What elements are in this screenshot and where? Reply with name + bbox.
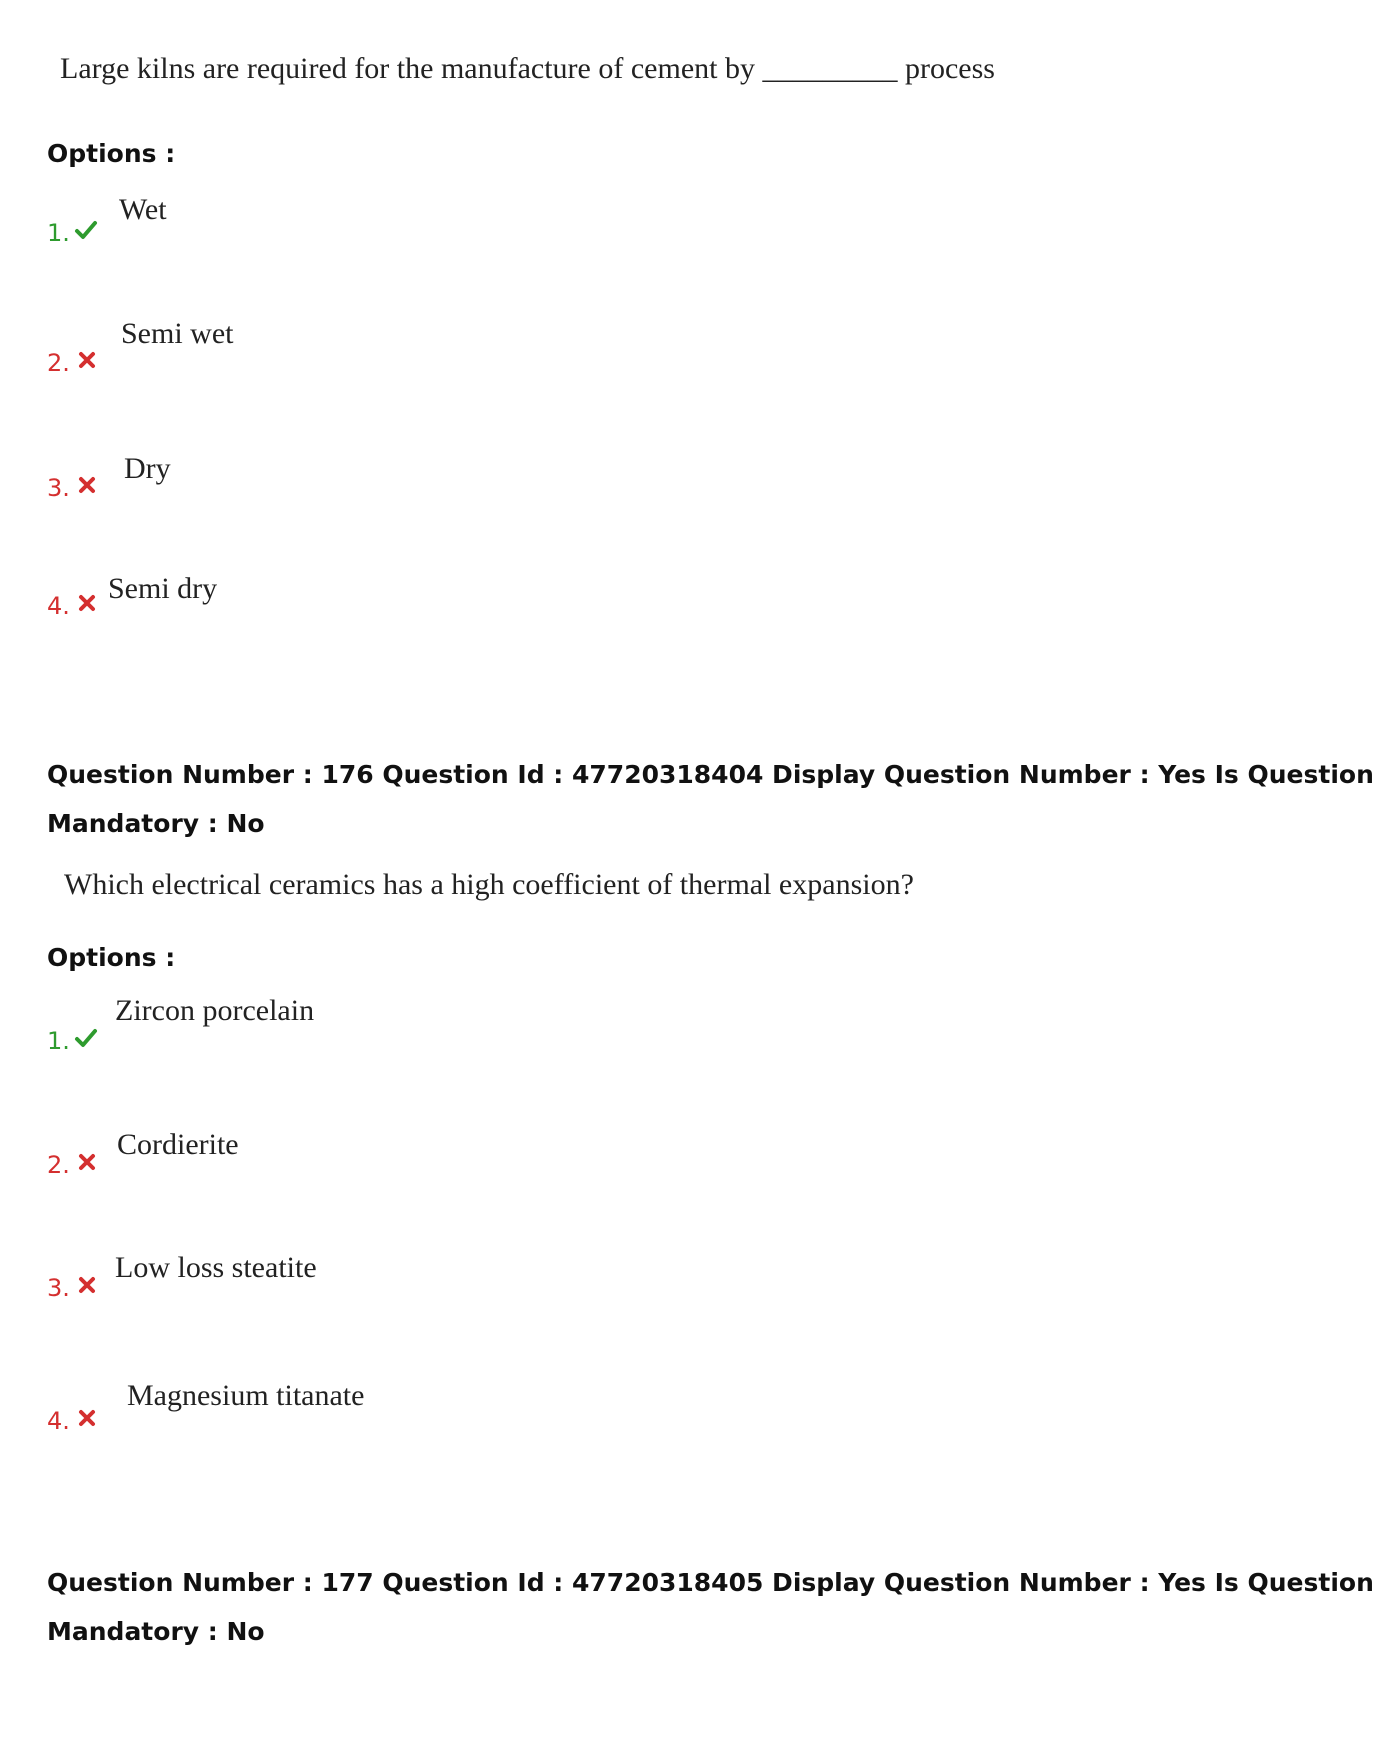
- option-text: Semi dry: [108, 572, 218, 605]
- option-number: 4.: [47, 592, 70, 620]
- cross-icon: [77, 1153, 99, 1173]
- checkmark-icon: [75, 220, 97, 240]
- option-number: 3.: [47, 1274, 70, 1302]
- checkmark-icon: [75, 1028, 97, 1048]
- cross-icon: [77, 1276, 99, 1296]
- question-header: Question Number : 177 Question Id : 47720318405 Display Question Number : Yes Is Question: [47, 1568, 1374, 1597]
- question-mandatory: Mandatory : No: [47, 809, 265, 838]
- options-label: Options :: [47, 139, 176, 168]
- cross-icon: [77, 1409, 99, 1429]
- cross-icon: [77, 351, 99, 371]
- question-mandatory: Mandatory : No: [47, 1617, 265, 1646]
- option-number: 1.: [47, 1027, 70, 1055]
- cross-icon: [77, 594, 99, 614]
- option-text: Zircon porcelain: [115, 994, 315, 1027]
- option-number: 2.: [47, 1151, 70, 1179]
- cross-icon: [77, 476, 99, 496]
- options-label: Options :: [47, 943, 176, 972]
- option-text: Semi wet: [121, 317, 234, 350]
- option-text: Wet: [119, 193, 167, 226]
- option-text: Cordierite: [117, 1128, 239, 1161]
- question-text: Which electrical ceramics has a high coefficient of thermal expansion?: [64, 868, 914, 901]
- question-text: Large kilns are required for the manufacture of cement by _________ process: [60, 52, 995, 85]
- option-text: Dry: [124, 452, 171, 485]
- option-number: 4.: [47, 1407, 70, 1435]
- option-text: Magnesium titanate: [127, 1379, 365, 1412]
- question-header: Question Number : 176 Question Id : 47720318404 Display Question Number : Yes Is Question: [47, 760, 1374, 789]
- option-number: 2.: [47, 349, 70, 377]
- option-text: Low loss steatite: [115, 1251, 317, 1284]
- option-number: 3.: [47, 474, 70, 502]
- option-number: 1.: [47, 219, 70, 247]
